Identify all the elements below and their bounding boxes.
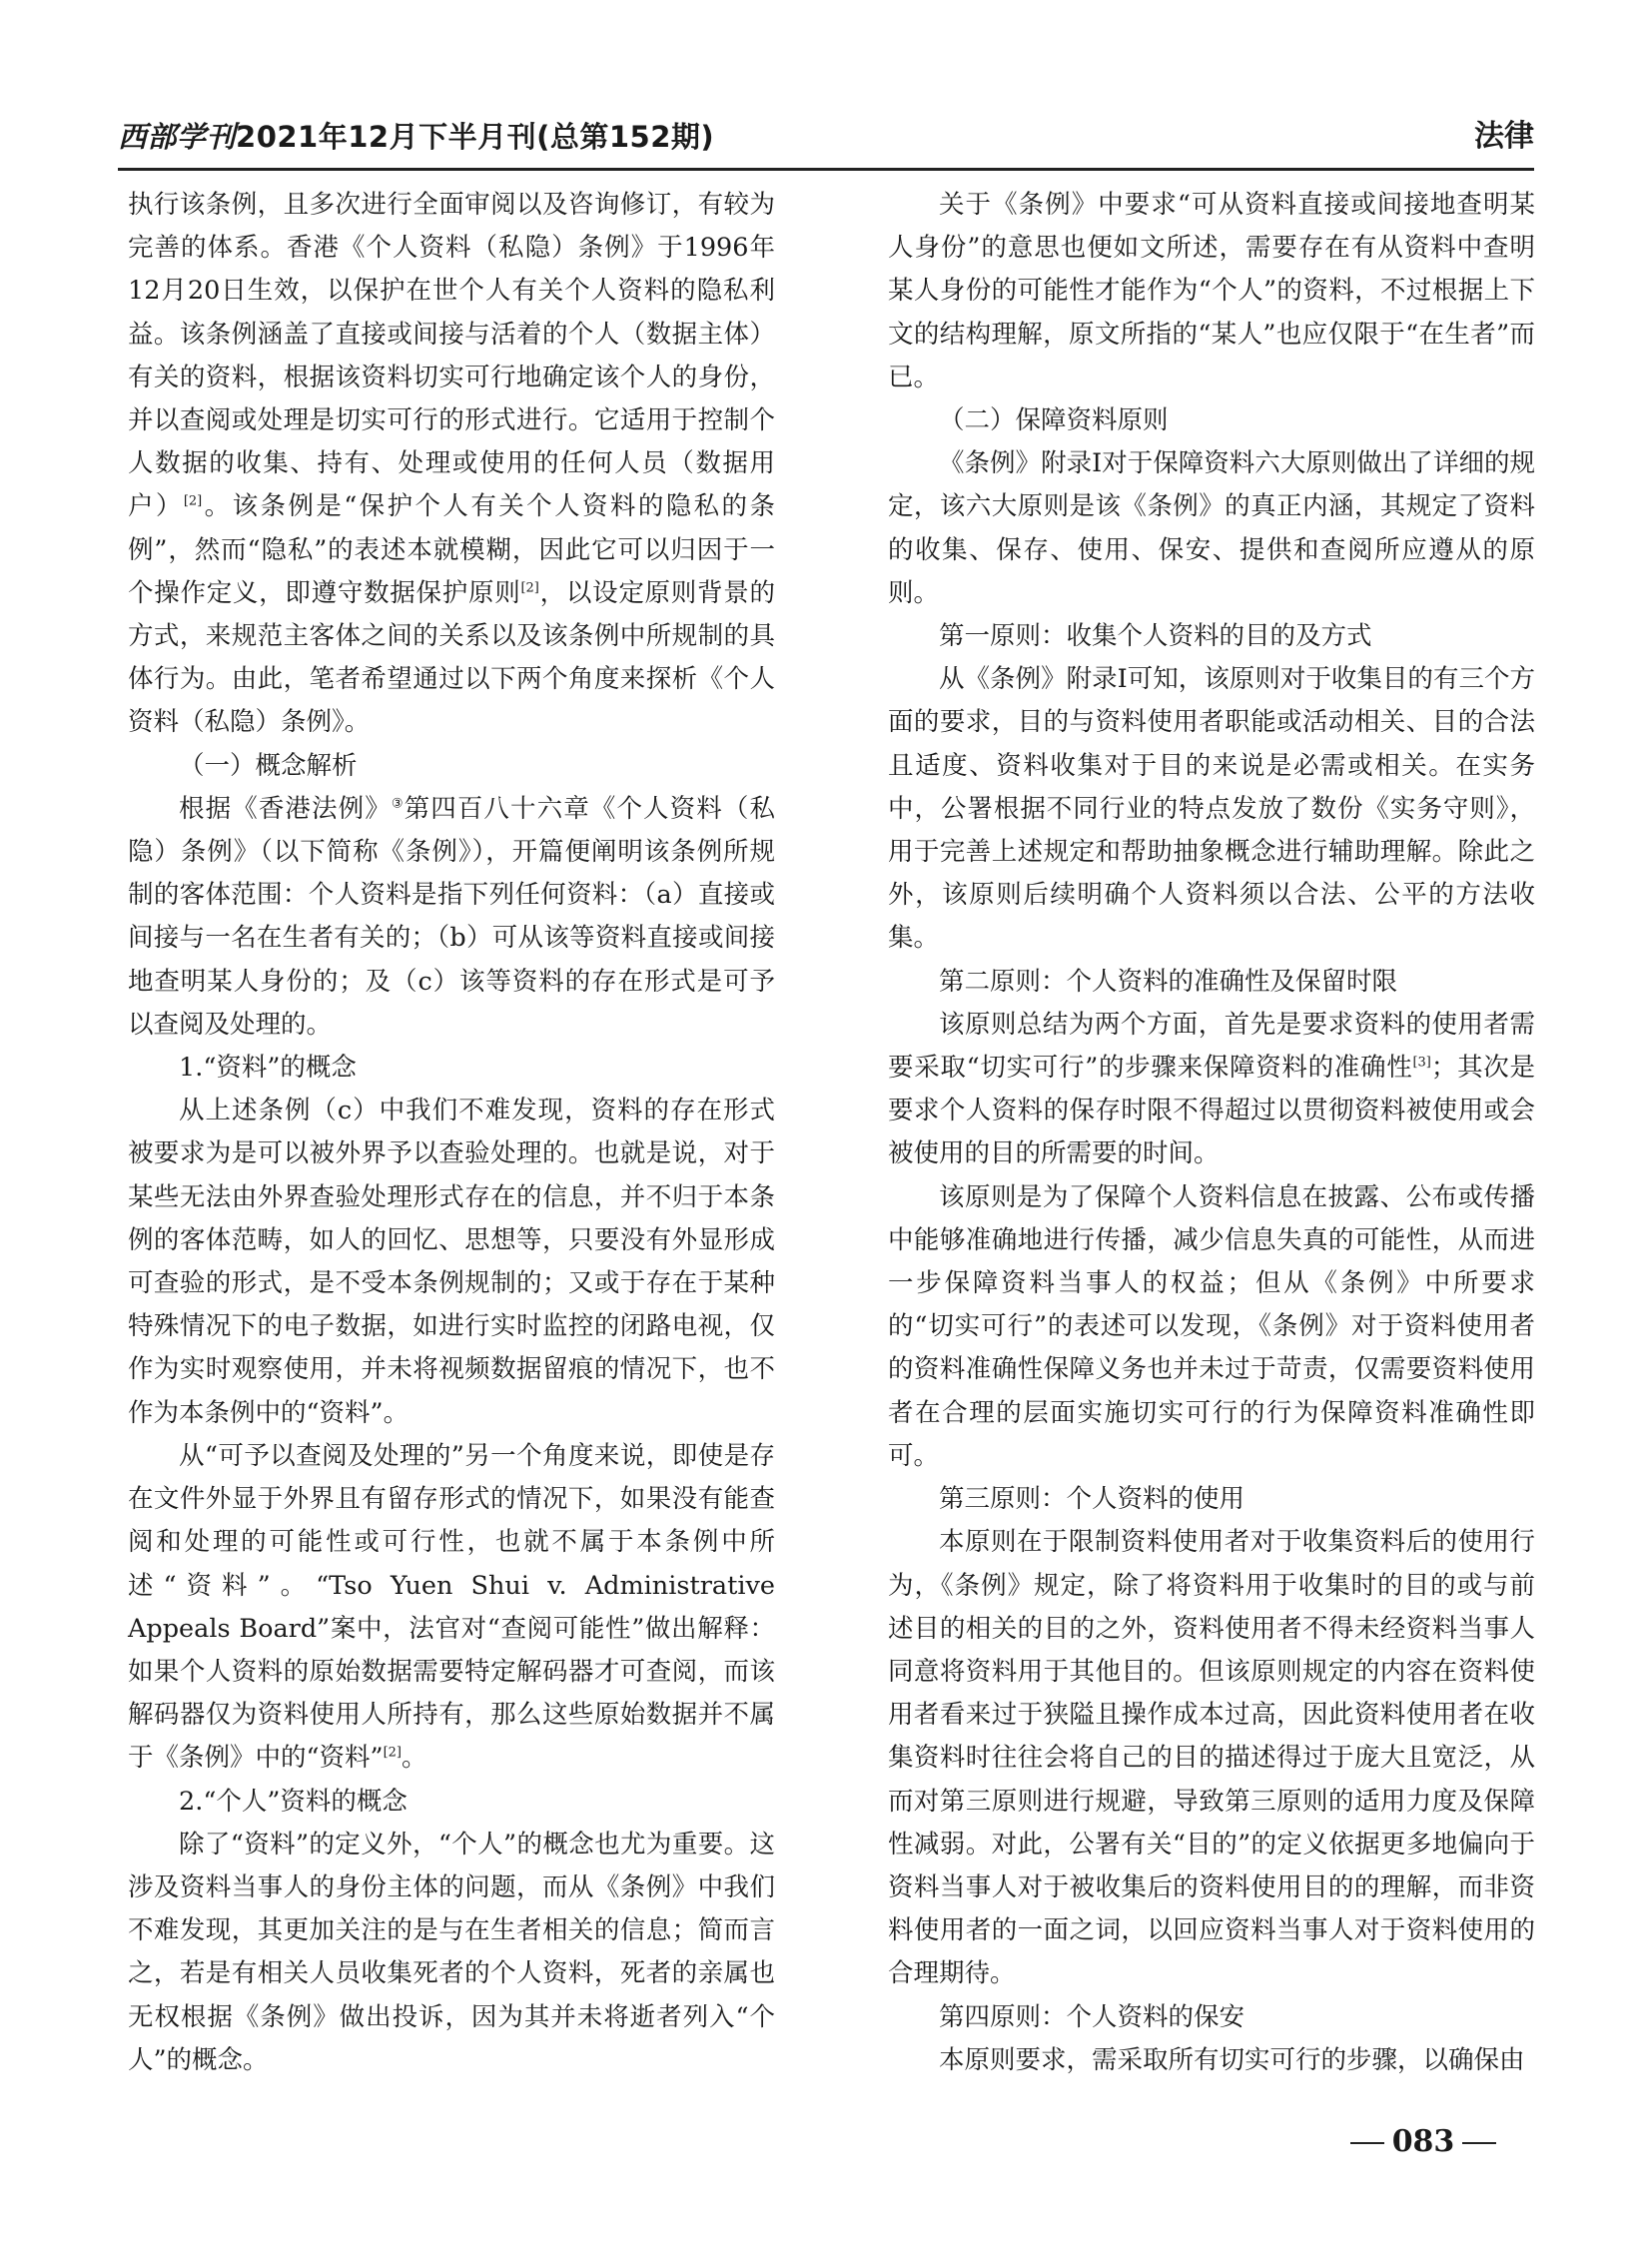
paragraph: 从“可予以查阅及处理的”另一个角度来说，即使是存在文件外显于外界且有留存形式的情况下，如果没有能查阅和处理的可能性或可行性，也就不属于本条例中所述“资料”。“Tso Yuen Shui v. Administrative Appeals Board”案中，法官对“查阅可能性”做出解释：如果个人资料的原始数据需要特定解码器才可查阅，而该解码器仅为资料使用人所持有，那么这些原始数据并不属于《条例》中的“资料”[2]。 <box>128 1440 775 1774</box>
page-number: 083 <box>1391 2124 1455 2159</box>
paragraph: 该原则是为了保障个人资料信息在披露、公布或传播中能够准确地进行传播，减少信息失真的可能性，从而进一步保障资料当事人的权益；但从《条例》中所要求的“切实可行”的表述可以发现，《条例》对于资料使用者的资料准确性保障义务也并未过于苛责，仅需要资料使用者在合理的层面实施切实可行的行为保障资料准确性即可。 <box>888 1181 1535 1471</box>
section-label: 法律 <box>1474 119 1534 154</box>
right-column <box>888 184 1535 2082</box>
page-footer <box>1338 2117 1508 2167</box>
subsection-heading: 第三原则：个人资料的使用 <box>939 1484 1245 1515</box>
paragraph: 从《条例》附录I可知，该原则对于收集目的有三个方面的要求，目的与资料使用者职能或活动相关、目的合法且适度、资料收集对于目的来说是必需或相关。在实务中，公署根据不同行业的特点发放了数份《实务守则》，用于完善上述规定和帮助抽象概念进行辅助理解。除此之外，该原则后续明确个人资料须以合法、公平的方法收集。 <box>888 664 1535 954</box>
issue-info: 2021年12月下半月刊(总第152期) <box>236 120 715 154</box>
section-heading: （二）保障资料原则 <box>939 405 1169 436</box>
journal-logo: 西部学刊 <box>118 120 237 154</box>
paragraph: 本原则要求，需采取所有切实可行的步骤，以确保由 <box>939 2044 1525 2075</box>
left-column <box>128 184 775 2082</box>
citation: [2] <box>520 580 539 596</box>
running-header <box>118 112 1534 162</box>
citation: [2] <box>183 493 203 509</box>
citation: [2] <box>383 1745 402 1761</box>
paragraph: 除了“资料”的定义外，“个人”的概念也尤为重要。这涉及资料当事人的身份主体的问题，而从《条例》中我们不难发现，其更加关注的是与在生者相关的信息；简而言之，若是有相关人员收集死者的个人资料，死者的亲属也无权根据《条例》做出投诉，因为其并未将逝者列入“个人”的概念。 <box>128 1829 775 2075</box>
footnote-marker: ③ <box>391 796 405 812</box>
subsection-heading: 2.“个人”资料的概念 <box>179 1786 408 1817</box>
footer-dash <box>1462 2142 1496 2144</box>
subsection-heading: 1.“资料”的概念 <box>179 1053 357 1084</box>
section-heading: （一）概念解析 <box>179 750 358 781</box>
header-rule <box>118 168 1534 171</box>
paragraph: 关于《条例》中要求“可从资料直接或间接地查明某人身份”的意思也便如文所述，需要存在有从资料中查明某人身份的可能性才能作为“个人”的资料，不过根据上下文的结构理解，原文所指的“某人”也应仅限于“在生者”而已。 <box>888 190 1535 392</box>
subsection-heading: 第二原则：个人资料的准确性及保留时限 <box>939 966 1398 997</box>
paragraph: 根据《香港法例》③第四百八十六章《个人资料（私隐）条例》（以下简称《条例》），开篇便阐明该条例所规制的客体范围：个人资料是指下列任何资料：（a）直接或间接与一名在生者有关的；（b）可从该等资料直接或间接地查明某人身份的；及（c）该等资料的存在形式是可予以查阅及处理的。 <box>128 793 775 1040</box>
paragraph: 执行该条例，且多次进行全面审阅以及咨询修订，有较为完善的体系。香港《个人资料（私隐）条例》于1996年12月20日生效，以保护在世个人有关个人资料的隐私利益。该条例涵盖了直接或间接与活着的个人（数据主体）有关的资料，根据该资料切实可行地确定该个人的身份，并以查阅或处理是切实可行的形式进行。它适用于控制个人数据的收集、持有、处理或使用的任何人员（数据用户）[2]。该条例是“保护个人有关个人资料的隐私的条例”，然而“隐私”的表述本就模糊，因此它可以归因于一个操作定义，即遵守数据保护原则[2]，以设定原则背景的方式，来规范主客体之间的关系以及该条例中所规制的具体行为。由此，笔者希望通过以下两个角度来探析《个人资料（私隐）条例》。 <box>128 190 775 738</box>
paragraph: 本原则在于限制资料使用者对于收集资料后的使用行为，《条例》规定，除了将资料用于收集时的目的或与前述目的相关的目的之外，资料使用者不得未经资料当事人同意将资料用于其他目的。但该原则规定的内容在资料使用者看来过于狭隘且操作成本过高，因此资料使用者在收集资料时往往会将自己的目的描述得过于庞大且宽泛，从而对第三原则进行规避，导致第三原则的适用力度及保障性减弱。对此，公署有关“目的”的定义依据更多地偏向于资料当事人对于被收集后的资料使用目的的理解，而非资料使用者的一面之词，以回应资料当事人对于资料使用的合理期待。 <box>888 1527 1535 1989</box>
paragraph: 《条例》附录I对于保障资料六大原则做出了详细的规定，该六大原则是该《条例》的真正内涵，其规定了资料的收集、保存、使用、保安、提供和查阅所应遵从的原则。 <box>888 448 1535 608</box>
journal-title <box>118 112 714 162</box>
paragraph: 从上述条例（c）中我们不难发现，资料的存在形式被要求为是可以被外界予以查验处理的。也就是说，对于某些无法由外界查验处理形式存在的信息，并不归于本条例的客体范畴，如人的回忆、思想等，只要没有外显形成可查验的形式，是不受本条例规制的；又或于存在于某种特殊情况下的电子数据，如进行实时监控的闭路电视，仅作为实时观察使用，并未将视频数据留痕的情况下，也不作为本条例中的“资料”。 <box>128 1096 775 1428</box>
citation: [3] <box>1412 1055 1431 1071</box>
subsection-heading: 第四原则：个人资料的保安 <box>939 2001 1245 2032</box>
footer-dash <box>1350 2142 1384 2144</box>
subsection-heading: 第一原则：收集个人资料的目的及方式 <box>939 621 1372 652</box>
paragraph: 该原则总结为两个方面，首先是要求资料的使用者需要采取“切实可行”的步骤来保障资料的准确性[3]；其次是要求个人资料的保存时限不得超过以贯彻资料被使用或会被使用的目的所需要的时间。 <box>888 1009 1535 1169</box>
